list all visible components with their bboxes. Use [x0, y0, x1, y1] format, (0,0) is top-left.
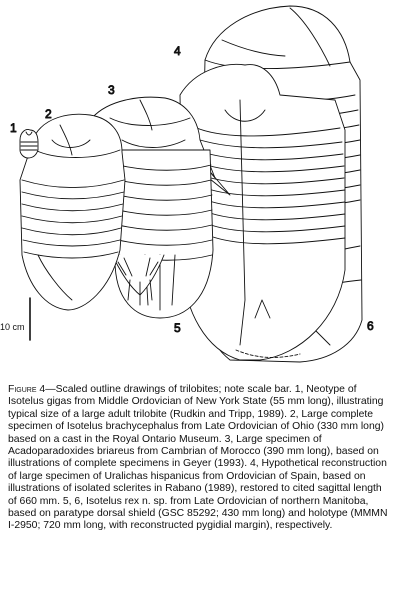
label-specimen-3: 3 — [108, 83, 115, 97]
label-specimen-2: 2 — [45, 107, 52, 121]
caption-text: —Scaled outline drawings of trilobites; note scale bar. 1, Neotype of Isotelus gigas from Middle Ordovician of New York State (55 mm long), illustrating typical size of a large adult trilobite (Rudkin and Tripp, 1989). 2, Large complete specimen of Isotelus brachycephalus from Late Ordovician of Ohio (330 mm long) based on a cast in the Royal Ontario Museum. 3, Large specimen of Acadoparadoxides briareus from Cambrian of Morocco (390 mm long), based on illustrations of complete specimens in Geyer (1993). 4, Hypothetical reconstruction of large specimen of Uralichas hispanicus from Ordovician of Spain, based on illustrations of isolated sclerites in Rabano (1989), restored to cited sagittal length of 660 mm. 5, 6, Isotelus rex n. sp. from Late Ordovician of northern Manitoba, based on paratype dorsal shield (GSC 85292; 430 mm long) and holotype (MMMN I-2950; 720 mm long, with reconstructed pygidial margin), respectively. — [8, 384, 388, 532]
label-specimen-6: 6 — [367, 319, 374, 333]
label-specimen-1: 1 — [10, 121, 17, 135]
label-specimen-5: 5 — [174, 321, 181, 335]
specimen-1-outline — [20, 129, 38, 158]
scale-bar-label: 10 cm — [0, 322, 25, 332]
label-specimen-4: 4 — [174, 44, 181, 58]
caption-lead: Figure 4 — [8, 384, 46, 395]
figure-caption — [8, 384, 393, 533]
specimen-5-outline — [115, 150, 213, 318]
